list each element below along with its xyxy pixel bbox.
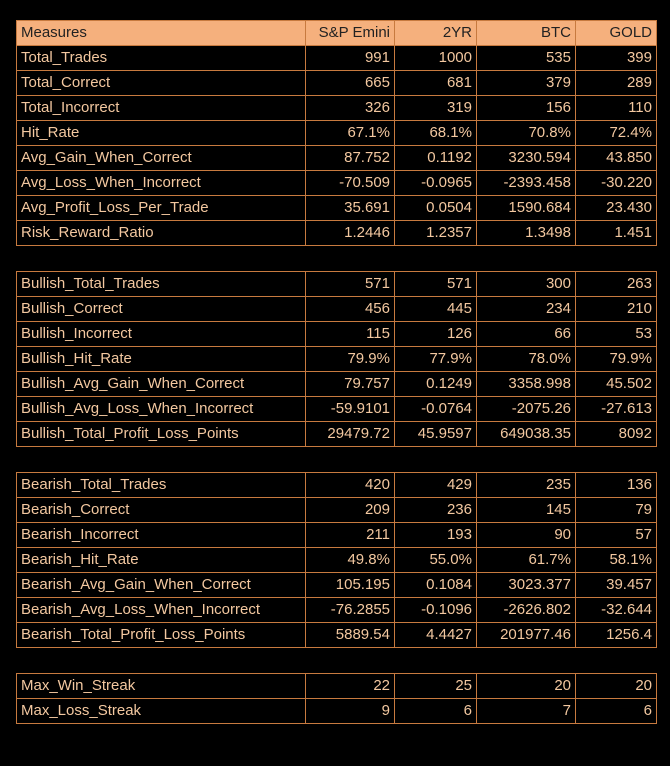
sp-emini-cell: 105.195: [306, 573, 395, 598]
measure-cell: Avg_Profit_Loss_Per_Trade: [17, 196, 306, 221]
measure-cell: Bullish_Avg_Loss_When_Incorrect: [17, 397, 306, 422]
table-row: [17, 297, 657, 322]
btc-cell: 3358.998: [477, 372, 576, 397]
btc-cell: 201977.46: [477, 623, 576, 648]
2yr-cell: 0.1249: [395, 372, 477, 397]
measure-cell: Bearish_Avg_Loss_When_Incorrect: [17, 598, 306, 623]
measure-cell: Risk_Reward_Ratio: [17, 221, 306, 246]
gold-cell: 57: [576, 523, 657, 548]
sp-emini-cell: 115: [306, 322, 395, 347]
gold-cell: 58.1%: [576, 548, 657, 573]
sp-emini-cell: 22: [306, 674, 395, 699]
gold-cell: 39.457: [576, 573, 657, 598]
table-row: [17, 146, 657, 171]
measure-cell: Hit_Rate: [17, 121, 306, 146]
spacer-cell: [17, 246, 657, 272]
measure-cell: Bearish_Total_Trades: [17, 473, 306, 498]
sp-emini-cell: 49.8%: [306, 548, 395, 573]
2yr-cell: 681: [395, 71, 477, 96]
btc-cell: 3023.377: [477, 573, 576, 598]
measure-cell: Bearish_Avg_Gain_When_Correct: [17, 573, 306, 598]
table-row: [17, 623, 657, 648]
table-row: [17, 573, 657, 598]
measure-cell: Avg_Gain_When_Correct: [17, 146, 306, 171]
sp-emini-cell: 67.1%: [306, 121, 395, 146]
2yr-cell: 1000: [395, 46, 477, 71]
table-row: [17, 272, 657, 297]
table-row: [17, 699, 657, 724]
btc-cell: 1.3498: [477, 221, 576, 246]
measure-cell: Bullish_Correct: [17, 297, 306, 322]
measure-cell: Bearish_Hit_Rate: [17, 548, 306, 573]
2yr-cell: -0.0764: [395, 397, 477, 422]
gold-cell: 43.850: [576, 146, 657, 171]
header-measures: Measures: [17, 21, 306, 46]
btc-cell: 1590.684: [477, 196, 576, 221]
gold-cell: 6: [576, 699, 657, 724]
table-row: [17, 121, 657, 146]
btc-cell: 145: [477, 498, 576, 523]
btc-cell: 234: [477, 297, 576, 322]
gold-cell: 1256.4: [576, 623, 657, 648]
section-spacer: [17, 648, 657, 674]
btc-cell: 20: [477, 674, 576, 699]
gold-cell: 53: [576, 322, 657, 347]
2yr-cell: 45.9597: [395, 422, 477, 447]
table-row: [17, 473, 657, 498]
sp-emini-cell: 326: [306, 96, 395, 121]
gold-cell: 110: [576, 96, 657, 121]
sp-emini-cell: 5889.54: [306, 623, 395, 648]
sp-emini-cell: -76.2855: [306, 598, 395, 623]
2yr-cell: 77.9%: [395, 347, 477, 372]
measure-cell: Max_Loss_Streak: [17, 699, 306, 724]
section-spacer: [17, 447, 657, 473]
2yr-cell: 193: [395, 523, 477, 548]
table-row: [17, 71, 657, 96]
2yr-cell: 319: [395, 96, 477, 121]
sp-emini-cell: 420: [306, 473, 395, 498]
btc-cell: 649038.35: [477, 422, 576, 447]
header-gold: GOLD: [576, 21, 657, 46]
measure-cell: Avg_Loss_When_Incorrect: [17, 171, 306, 196]
btc-cell: 78.0%: [477, 347, 576, 372]
table-row: [17, 397, 657, 422]
sp-emini-cell: 1.2446: [306, 221, 395, 246]
2yr-cell: 0.1192: [395, 146, 477, 171]
2yr-cell: 126: [395, 322, 477, 347]
measure-cell: Total_Trades: [17, 46, 306, 71]
2yr-cell: 236: [395, 498, 477, 523]
gold-cell: -32.644: [576, 598, 657, 623]
btc-cell: 235: [477, 473, 576, 498]
table-row: [17, 347, 657, 372]
stats-table: [16, 20, 657, 724]
btc-cell: 156: [477, 96, 576, 121]
2yr-cell: 6: [395, 699, 477, 724]
sp-emini-cell: 456: [306, 297, 395, 322]
btc-cell: 535: [477, 46, 576, 71]
measure-cell: Bullish_Incorrect: [17, 322, 306, 347]
2yr-cell: 0.1084: [395, 573, 477, 598]
gold-cell: 23.430: [576, 196, 657, 221]
sp-emini-cell: 29479.72: [306, 422, 395, 447]
btc-cell: 90: [477, 523, 576, 548]
sp-emini-cell: 211: [306, 523, 395, 548]
measure-cell: Total_Incorrect: [17, 96, 306, 121]
sp-emini-cell: 665: [306, 71, 395, 96]
btc-cell: 66: [477, 322, 576, 347]
gold-cell: 263: [576, 272, 657, 297]
gold-cell: 289: [576, 71, 657, 96]
2yr-cell: 25: [395, 674, 477, 699]
gold-cell: -27.613: [576, 397, 657, 422]
spacer-cell: [17, 447, 657, 473]
gold-cell: 45.502: [576, 372, 657, 397]
table-row: [17, 498, 657, 523]
sp-emini-cell: 35.691: [306, 196, 395, 221]
sp-emini-cell: 9: [306, 699, 395, 724]
measure-cell: Bullish_Avg_Gain_When_Correct: [17, 372, 306, 397]
2yr-cell: 1.2357: [395, 221, 477, 246]
table-row: [17, 548, 657, 573]
table-row: [17, 196, 657, 221]
2yr-cell: 571: [395, 272, 477, 297]
2yr-cell: 429: [395, 473, 477, 498]
header-2yr: 2YR: [395, 21, 477, 46]
measure-cell: Max_Win_Streak: [17, 674, 306, 699]
gold-cell: 72.4%: [576, 121, 657, 146]
2yr-cell: 0.0504: [395, 196, 477, 221]
btc-cell: 7: [477, 699, 576, 724]
stats-body: [17, 21, 657, 724]
sp-emini-cell: -70.509: [306, 171, 395, 196]
table-row: [17, 96, 657, 121]
measure-cell: Bullish_Hit_Rate: [17, 347, 306, 372]
2yr-cell: 445: [395, 297, 477, 322]
gold-cell: 399: [576, 46, 657, 71]
btc-cell: -2626.802: [477, 598, 576, 623]
gold-cell: 79.9%: [576, 347, 657, 372]
table-row: [17, 171, 657, 196]
table-row: [17, 372, 657, 397]
header-btc: BTC: [477, 21, 576, 46]
2yr-cell: 55.0%: [395, 548, 477, 573]
btc-cell: 379: [477, 71, 576, 96]
sp-emini-cell: 87.752: [306, 146, 395, 171]
measure-cell: Bullish_Total_Trades: [17, 272, 306, 297]
btc-cell: -2075.26: [477, 397, 576, 422]
table-row: [17, 598, 657, 623]
header-sp-emini: S&P Emini: [306, 21, 395, 46]
table-row: [17, 221, 657, 246]
table-row: [17, 46, 657, 71]
table-row: [17, 674, 657, 699]
btc-cell: 61.7%: [477, 548, 576, 573]
sp-emini-cell: 79.9%: [306, 347, 395, 372]
2yr-cell: 4.4427: [395, 623, 477, 648]
gold-cell: 210: [576, 297, 657, 322]
sp-emini-cell: -59.9101: [306, 397, 395, 422]
sp-emini-cell: 79.757: [306, 372, 395, 397]
gold-cell: 79: [576, 498, 657, 523]
gold-cell: 136: [576, 473, 657, 498]
measure-cell: Bullish_Total_Profit_Loss_Points: [17, 422, 306, 447]
measure-cell: Total_Correct: [17, 71, 306, 96]
spacer-cell: [17, 648, 657, 674]
measure-cell: Bearish_Correct: [17, 498, 306, 523]
btc-cell: 300: [477, 272, 576, 297]
2yr-cell: -0.1096: [395, 598, 477, 623]
table-row: [17, 322, 657, 347]
gold-cell: 1.451: [576, 221, 657, 246]
sp-emini-cell: 991: [306, 46, 395, 71]
sp-emini-cell: 571: [306, 272, 395, 297]
header-row: [17, 21, 657, 46]
section-spacer: [17, 246, 657, 272]
btc-cell: 70.8%: [477, 121, 576, 146]
2yr-cell: -0.0965: [395, 171, 477, 196]
measure-cell: Bearish_Total_Profit_Loss_Points: [17, 623, 306, 648]
gold-cell: 20: [576, 674, 657, 699]
sp-emini-cell: 209: [306, 498, 395, 523]
table-row: [17, 422, 657, 447]
gold-cell: -30.220: [576, 171, 657, 196]
table-row: [17, 523, 657, 548]
btc-cell: -2393.458: [477, 171, 576, 196]
2yr-cell: 68.1%: [395, 121, 477, 146]
btc-cell: 3230.594: [477, 146, 576, 171]
measure-cell: Bearish_Incorrect: [17, 523, 306, 548]
gold-cell: 8092: [576, 422, 657, 447]
